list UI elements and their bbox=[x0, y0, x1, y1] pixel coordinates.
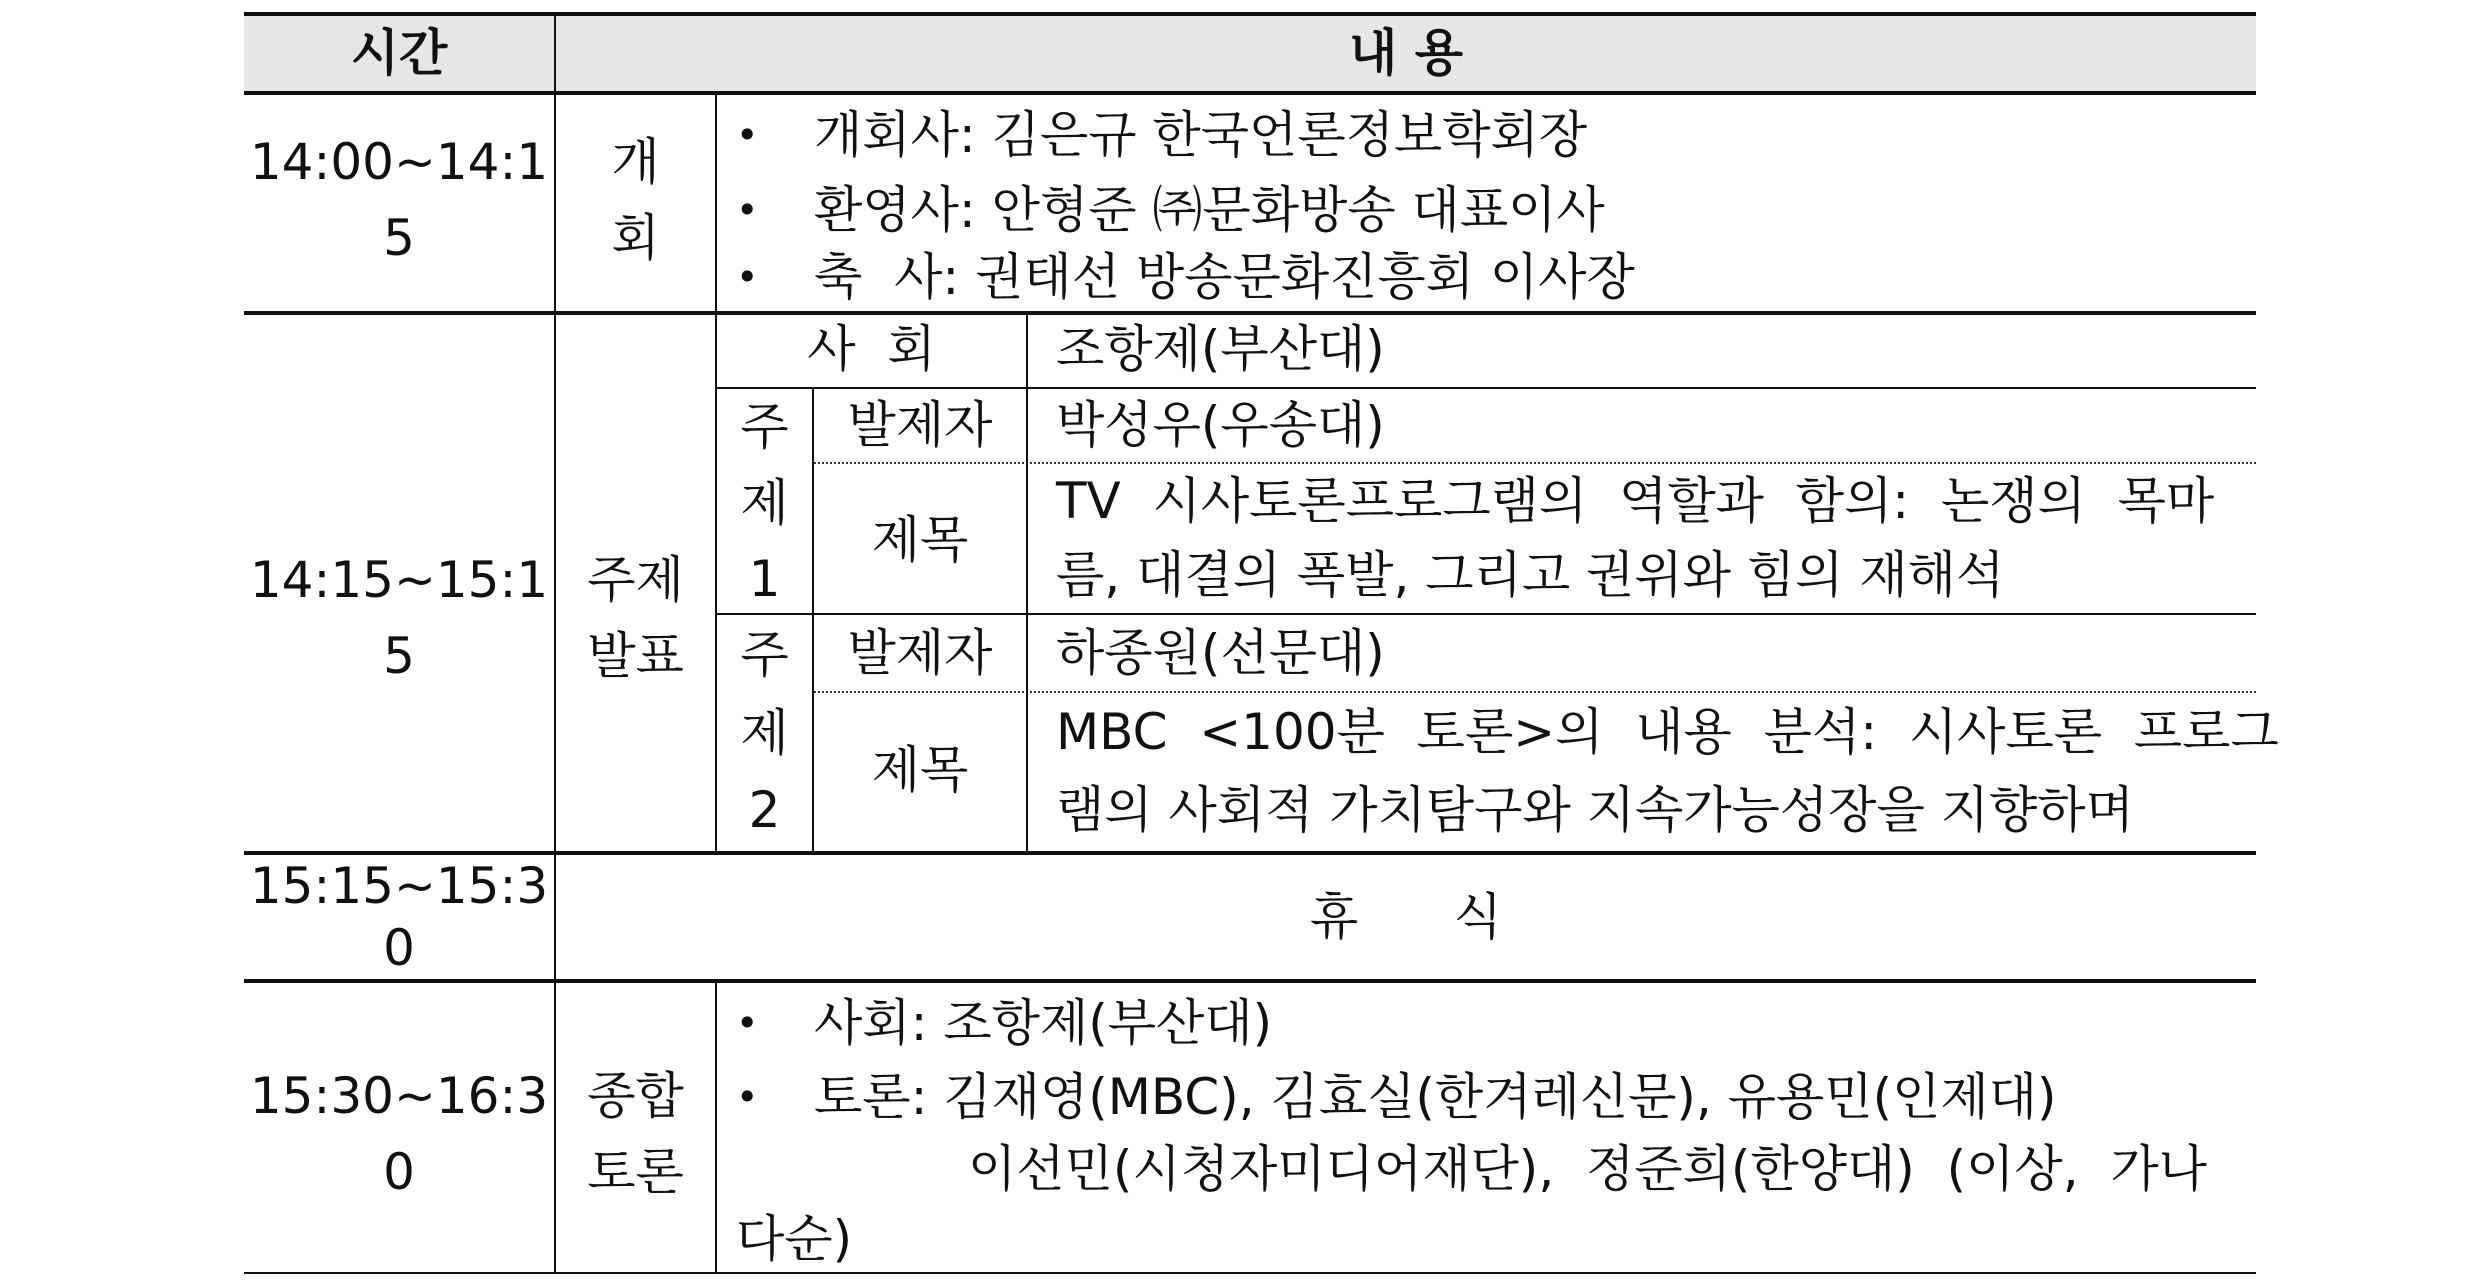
topic2-label-char1: 주 bbox=[740, 626, 789, 684]
opening-item-2: 환영사: 안형준 ㈜문화방송 대표이사 bbox=[814, 181, 1605, 239]
topic1-label-char2: 제 bbox=[740, 474, 789, 532]
opening-session-divider bbox=[715, 91, 717, 313]
role-label-divider bbox=[1026, 311, 1028, 853]
topic1-label-char1: 주 bbox=[740, 398, 789, 456]
program-schedule-table bbox=[244, 12, 2279, 1280]
opening-time-line1: 14:00~14:1 bbox=[249, 133, 549, 191]
opening-session-char2: 회 bbox=[611, 209, 660, 267]
header-time: 시간 bbox=[350, 24, 448, 82]
header-content: 내 용 bbox=[1348, 24, 1463, 82]
topic2-presenter-label: 발제자 bbox=[847, 624, 993, 682]
opening-session-char1: 개 bbox=[611, 133, 660, 191]
opening-time-line2: 5 bbox=[383, 209, 415, 267]
discussion-time-line2: 0 bbox=[383, 1143, 415, 1201]
break-time-line2: 0 bbox=[383, 919, 415, 977]
break-time-line1: 15:15~15:3 bbox=[249, 857, 549, 915]
topic1-presenter-label: 발제자 bbox=[847, 396, 993, 454]
discussion-session-line2: 토론 bbox=[587, 1143, 684, 1201]
topic2-label-char2: 제 bbox=[740, 704, 789, 762]
discussion-panel-line1: 토론: 김재영(MBC), 김효실(한겨레신문), 유용민(인제대) bbox=[814, 1068, 2057, 1126]
break-label: 휴 식 bbox=[1310, 888, 1502, 946]
bullet-icon: • bbox=[736, 113, 759, 157]
discussion-time-line1: 15:30~16:3 bbox=[249, 1067, 549, 1125]
moderator-label: 사 회 bbox=[807, 320, 936, 378]
topic1-title-label: 제목 bbox=[871, 511, 969, 569]
topic1-label-char3: 1 bbox=[748, 550, 781, 608]
topic2-title-line2: 램의 사회적 가치탐구와 지속가능성장을 지향하며 bbox=[1056, 781, 2134, 839]
topics-session-line1: 주제 bbox=[587, 551, 684, 609]
topic2-title-label: 제목 bbox=[871, 741, 969, 799]
table-bottom-border bbox=[244, 1272, 2256, 1274]
discussion-panel-line3: 다순) bbox=[736, 1210, 853, 1268]
topic1-title-line2: 름, 대결의 폭발, 그리고 권위와 힘의 재해석 bbox=[1056, 546, 2005, 604]
discussion-moderator: 사회: 조항제(부산대) bbox=[814, 994, 1273, 1052]
topic2-title-line1: MBC <100분 토론>의 내용 분석: 시사토론 프로그 bbox=[1056, 703, 2279, 761]
break-row-bottom-border bbox=[244, 979, 2256, 983]
opening-item-3: 축 사: 권태선 방송문화진흥회 이사장 bbox=[814, 248, 1635, 306]
moderator-value: 조항제(부산대) bbox=[1056, 320, 1385, 378]
opening-item-1: 개회사: 김은규 한국언론정보학회장 bbox=[814, 106, 1588, 164]
bullet-icon: • bbox=[736, 1001, 759, 1045]
discussion-session-line1: 종합 bbox=[587, 1067, 684, 1125]
topics-time-line1: 14:15~15:1 bbox=[249, 551, 549, 609]
discussion-session-divider bbox=[715, 979, 717, 1274]
bullet-icon: • bbox=[736, 1075, 759, 1119]
topic1-title-line1: TV 시사토론프로그램의 역할과 함의: 논쟁의 목마 bbox=[1056, 472, 2215, 530]
bullet-icon: • bbox=[736, 188, 759, 232]
discussion-panel-line2: 이선민(시청자미디어재단), 정준희(한양대) (이상, 가나 bbox=[968, 1140, 2207, 1198]
topic2-presenter-value: 하종원(선문대) bbox=[1056, 624, 1385, 682]
topics-session-line2: 발표 bbox=[587, 627, 684, 685]
bullet-icon: • bbox=[736, 255, 759, 299]
topic2-label-char3: 2 bbox=[748, 781, 781, 839]
topics-time-line2: 5 bbox=[383, 627, 415, 685]
topic1-presenter-value: 박성우(우송대) bbox=[1056, 396, 1385, 454]
